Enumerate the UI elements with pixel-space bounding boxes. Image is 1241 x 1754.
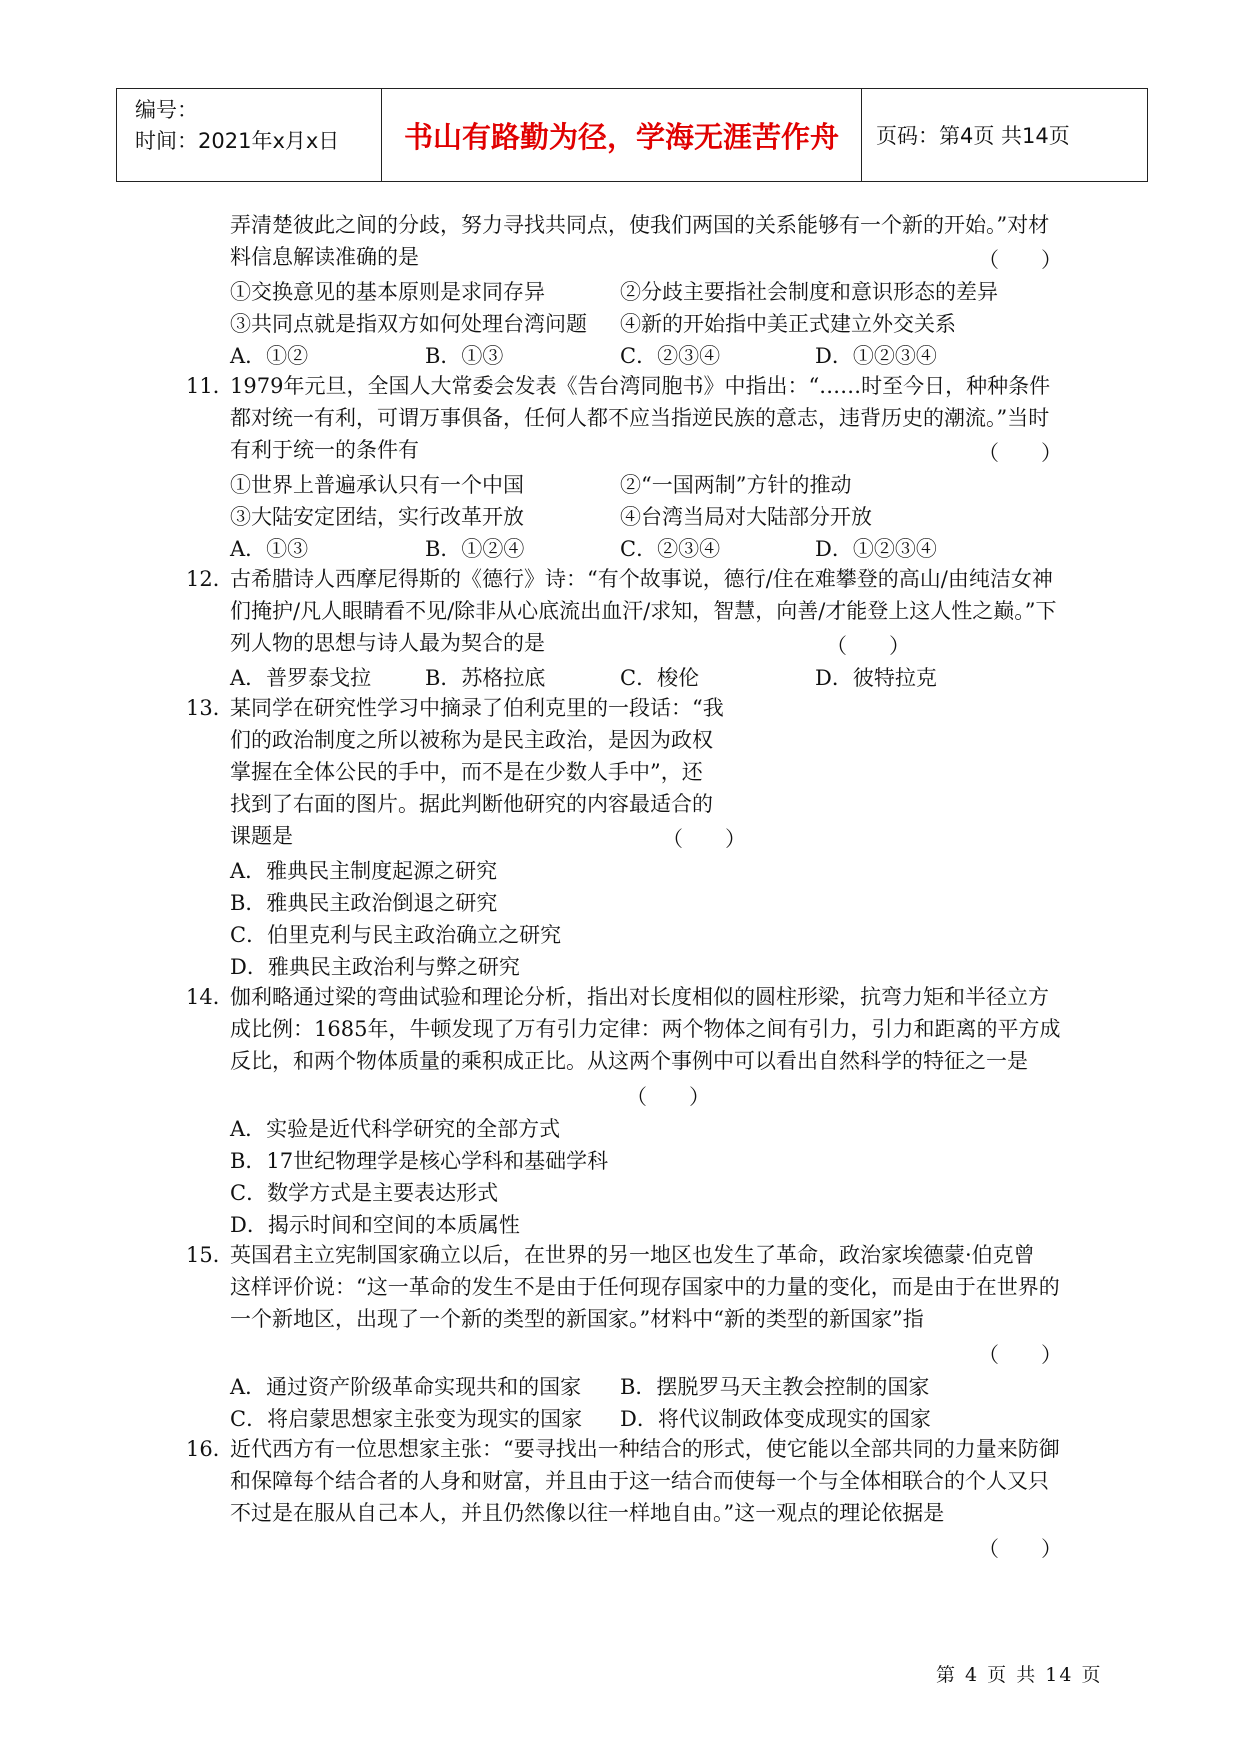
q11-item: ③大陆安定团结，实行改革开放 <box>230 505 524 529</box>
q15-option-d: D．将代议制政体变成现实的国家 <box>620 1407 931 1431</box>
q10-option-d: D．①②③④ <box>815 344 937 368</box>
q11-item: ①世界上普遍承认只有一个中国 <box>230 473 524 497</box>
q13-line: 课题是 <box>230 824 293 848</box>
motto: 书山有路勤为径，学海无涯苦作舟 <box>382 89 862 181</box>
q10-item: ③共同点就是指双方如何处理台湾问题 <box>230 312 587 336</box>
q12-option-b: B．苏格拉底 <box>425 666 546 690</box>
q15-line: 这样评价说：“这一革命的发生不是由于任何现存国家中的力量的变化，而是由于在世界的 <box>230 1275 1060 1299</box>
q12-option-a: A．普罗泰戈拉 <box>230 666 372 690</box>
q11-line: 有利于统一的条件有 <box>230 438 419 462</box>
q13-option-c: C．伯里克利与民主政治确立之研究 <box>230 923 562 947</box>
q10-item: ②分歧主要指社会制度和意识形态的差异 <box>620 280 998 304</box>
q13-line: 找到了右面的图片。据此判断他研究的内容最适合的 <box>230 792 713 816</box>
q11-item: ②“一国两制”方针的推动 <box>620 473 852 497</box>
q13-option-d: D．雅典民主政治利与弊之研究 <box>230 955 520 979</box>
q15-number: 15． <box>186 1243 234 1267</box>
q16-line: 近代西方有一位思想家主张：“要寻找出一种结合的形式，使它能以全部共同的力量来防御 <box>230 1437 1060 1461</box>
q13-option-b: B．雅典民主政治倒退之研究 <box>230 891 498 915</box>
q10-line: 弄清楚彼此之间的分歧，努力寻找共同点，使我们两国的关系能够有一个新的开始。”对材 <box>230 213 1050 237</box>
q11-option-d: D．①②③④ <box>815 537 937 561</box>
q11-option-b: B．①②④ <box>425 537 525 561</box>
answer-paren: （ ） <box>978 441 1062 465</box>
q15-option-b: B．摆脱罗马天主教会控制的国家 <box>620 1375 930 1399</box>
time-label: 时间：2021年x月x日 <box>135 129 340 153</box>
q14-line: 伽利略通过梁的弯曲试验和理论分析，指出对长度相似的圆柱形梁，抗弯力矩和半径立方 <box>230 985 1049 1009</box>
answer-paren: （ ） <box>826 634 910 658</box>
q11-item: ④台湾当局对大陆部分开放 <box>620 505 872 529</box>
q14-option-b: B．17世纪物理学是核心学科和基础学科 <box>230 1149 609 1173</box>
q10-item: ①交换意见的基本原则是求同存异 <box>230 280 545 304</box>
q10-option-c: C．②③④ <box>620 344 721 368</box>
q15-line: 一个新地区，出现了一个新的类型的新国家。”材料中“新的类型的新国家”指 <box>230 1307 924 1331</box>
q11-option-c: C．②③④ <box>620 537 721 561</box>
q14-option-c: C．数学方式是主要表达形式 <box>230 1181 499 1205</box>
answer-paren: （ ） <box>626 1085 710 1109</box>
q15-line: 英国君主立宪制国家确立以后，在世界的另一地区也发生了革命，政治家埃德蒙·伯克曾 <box>230 1243 1035 1267</box>
q14-line: 成比例：1685年，牛顿发现了万有引力定律：两个物体之间有引力，引力和距离的平方成 <box>230 1017 1061 1041</box>
q13-option-a: A．雅典民主制度起源之研究 <box>230 859 498 883</box>
q14-option-a: A．实验是近代科学研究的全部方式 <box>230 1117 561 1141</box>
q14-line: 反比，和两个物体质量的乘积成正比。从这两个事例中可以看出自然科学的特征之一是 <box>230 1049 1028 1073</box>
q11-line: 1979年元旦，全国人大常委会发表《告台湾同胞书》中指出：“……时至今日，种种条件 <box>230 374 1051 398</box>
number-label: 编号： <box>135 98 198 122</box>
q11-number: 11． <box>186 374 234 398</box>
q12-option-d: D．彼特拉克 <box>815 666 937 690</box>
q13-line: 某同学在研究性学习中摘录了伯利克里的一段话：“我 <box>230 696 724 720</box>
q16-line: 不过是在服从自己本人，并且仍然像以往一样地自由。”这一观点的理论依据是 <box>230 1501 945 1525</box>
header-left-cell <box>117 89 382 181</box>
q12-line: 古希腊诗人西摩尼得斯的《德行》诗：“有个故事说，德行/住在难攀登的高山/由纯洁女神 <box>230 567 1053 591</box>
q12-line: 们掩护/凡人眼睛看不见/除非从心底流出血汗/求知，智慧，向善/才能登上这人性之巅。”下 <box>230 599 1057 623</box>
q14-option-d: D．揭示时间和空间的本质属性 <box>230 1213 520 1237</box>
q13-line: 们的政治制度之所以被称为是民主政治，是因为政权 <box>230 728 713 752</box>
q12-line: 列人物的思想与诗人最为契合的是 <box>230 631 545 655</box>
q16-number: 16． <box>186 1437 234 1461</box>
answer-paren: （ ） <box>978 1537 1062 1561</box>
q15-option-a: A．通过资产阶级革命实现共和的国家 <box>230 1375 582 1399</box>
page-info: 页码：第4页 共14页 <box>876 124 1070 148</box>
q13-line: 掌握在全体公民的手中，而不是在少数人手中”，还 <box>230 760 703 784</box>
q14-number: 14． <box>186 985 234 1009</box>
q10-option-a: A．①② <box>230 344 309 368</box>
header-table <box>116 88 1148 182</box>
q12-number: 12． <box>186 567 234 591</box>
answer-paren: （ ） <box>662 827 746 851</box>
q10-line: 料信息解读准确的是 <box>230 245 419 269</box>
q16-line: 和保障每个结合者的人身和财富，并且由于这一结合而使每一个与全体相联合的个人又只 <box>230 1469 1049 1493</box>
answer-paren: （ ） <box>978 248 1062 272</box>
q13-number: 13． <box>186 696 234 720</box>
q10-option-b: B．①③ <box>425 344 504 368</box>
q11-option-a: A．①③ <box>230 537 309 561</box>
q11-line: 都对统一有利，可谓万事俱备，任何人都不应当指逆民族的意志，违背历史的潮流。”当时 <box>230 406 1050 430</box>
q10-item: ④新的开始指中美正式建立外交关系 <box>620 312 956 336</box>
page-footer: 第 4 页 共 14 页 <box>936 1664 1103 1686</box>
answer-paren: （ ） <box>978 1343 1062 1367</box>
q15-option-c: C．将启蒙思想家主张变为现实的国家 <box>230 1407 583 1431</box>
q12-option-c: C．梭伦 <box>620 666 700 690</box>
